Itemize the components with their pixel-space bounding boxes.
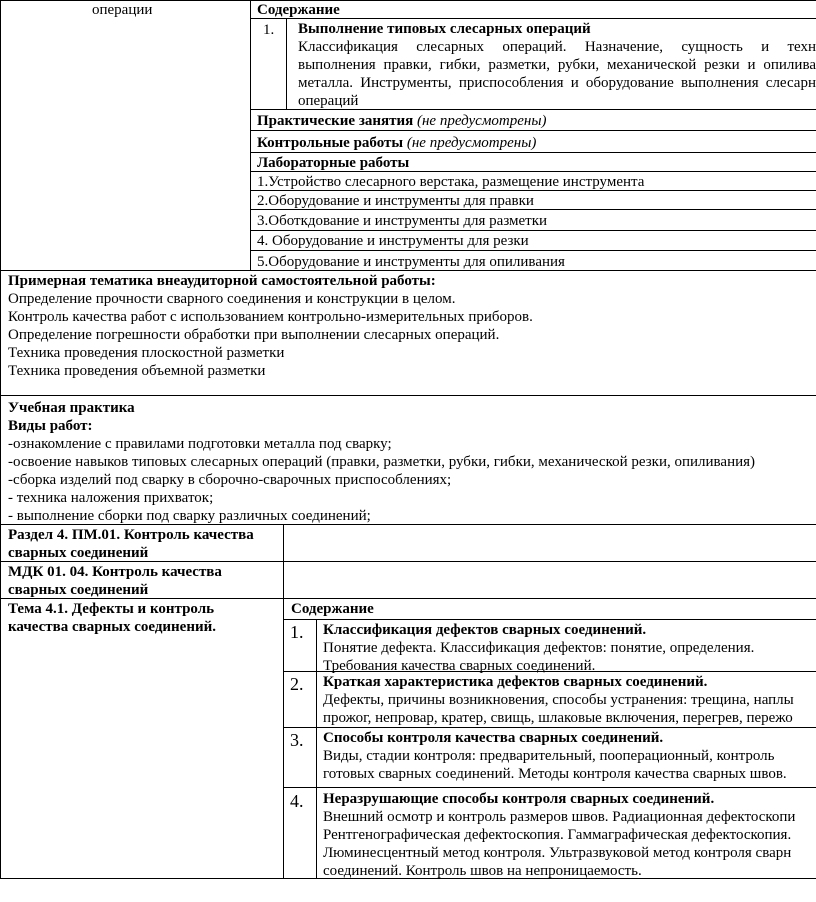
section-item-line: Рентгенографическая дефектоскопия. Гаммаграфическая дефектоскопия.	[323, 827, 792, 843]
practical-label: Практические занятия	[257, 113, 414, 129]
self-work-title: Примерная тематика внеаудиторной самостоятельной работы:	[8, 273, 436, 289]
section-number-divider	[316, 619, 317, 878]
section-content-header: Содержание	[291, 601, 374, 617]
practice-line: -освоение навыков типовых слесарных операций (правки, разметки, рубки, гибки, механической резки, опиливания)	[8, 454, 756, 470]
row-line	[0, 524, 816, 525]
item-description-line: металла. Инструменты, приспособления и оборудование выполнения слесарн	[298, 75, 816, 91]
lab-item: 4. Оборудование и инструменты для резки	[257, 233, 529, 249]
row-line	[284, 727, 816, 728]
section-item-number: 2.	[290, 674, 304, 694]
control-label: Контрольные работы	[257, 135, 404, 151]
control-row	[257, 134, 536, 152]
row-line	[251, 152, 816, 153]
section-item-line: соединений. Контроль швов на непроницаемость.	[323, 863, 642, 879]
lab-item: 3.Оботкдование и инструменты для разметки	[257, 213, 548, 229]
section-item-line: Понятие дефекта. Классификация дефектов: понятие, определения.	[323, 640, 755, 656]
section-item-number: 3.	[290, 730, 304, 750]
section-item-title: Неразрушающие способы контроля сварных соединений.	[323, 791, 715, 807]
self-work-line: Определение прочности сварного соединения и конструкции в целом.	[8, 291, 456, 307]
section-item-line: Требования качества сварных соединений.	[323, 658, 596, 674]
section-item-line: Люминесцентный метод контроля. Ультразвуковой метод контроля сварн	[323, 845, 792, 861]
practice-line: -сборка изделий под сварку в сборочно-сварочных приспособлениях;	[8, 472, 452, 488]
self-work-line: Техника проведения плоскостной разметки	[8, 345, 285, 361]
self-work-line: Техника проведения объемной разметки	[8, 363, 266, 379]
section-item-title: Классификация дефектов сварных соединений.	[323, 622, 647, 638]
control-note: (не предусмотрены)	[406, 135, 537, 151]
self-work-line: Контроль качества работ с использованием контрольно-измерительных приборов.	[8, 309, 533, 325]
section-item-line: прожог, непровар, кратер, свищь, шлаковые включения, перегрев, пережо	[323, 710, 793, 726]
item-description-line: операций	[298, 93, 359, 109]
section-item-number: 4.	[290, 791, 304, 811]
self-work-line: Определение погрешности обработки при выполнении слесарных операций.	[8, 327, 500, 343]
practical-row	[257, 112, 546, 130]
content-header: Содержание	[257, 2, 340, 18]
section-title: сварных соединений	[8, 545, 149, 561]
lab-item: 5.Оборудование и инструменты для опиливания	[257, 254, 565, 270]
practice-line: - техника наложения прихваток;	[8, 490, 214, 506]
topic-title: качества сварных соединений.	[8, 619, 217, 635]
practice-title: Учебная практика	[8, 400, 135, 416]
section-item-line: Виды, стадии контроля: предварительный, пооперационный, контроль	[323, 748, 775, 764]
practical-note: (не предусмотрены)	[416, 113, 547, 129]
practice-subtitle: Виды работ:	[8, 418, 93, 434]
lab-item: 1.Устройство слесарного верстака, размещение инструмента	[257, 174, 645, 190]
item-description-line: выполнения правки, гибки, разметки, рубки, механической резки и опилива	[298, 57, 816, 73]
item-number: 1.	[263, 22, 275, 38]
section-column-divider	[283, 524, 284, 878]
mdk-title: сварных соединений	[8, 582, 149, 598]
row-line	[251, 130, 816, 131]
item-description-line: Классификация слесарных операций. Назначение, сущность и техн	[298, 39, 816, 55]
section-title: Раздел 4. ПМ.01. Контроль качества	[8, 527, 254, 543]
section-item-line: Дефекты, причины возникновения, способы устранения: трещина, наплы	[323, 692, 794, 708]
operations-label: операции	[92, 2, 153, 18]
row-line	[0, 395, 816, 396]
section-item-line: готовых сварных соединений. Методы контроля качества сварных швов.	[323, 766, 787, 782]
row-line	[251, 250, 816, 251]
practice-line: -ознакомление с правилами подготовки металла под сварку;	[8, 436, 392, 452]
row-line	[284, 619, 816, 620]
section-item-number: 1.	[290, 622, 304, 642]
section-item-title: Краткая характеристика дефектов сварных соединений.	[323, 674, 708, 690]
item-title: Выполнение типовых слесарных операций	[298, 21, 591, 37]
page-left-border	[0, 0, 1, 878]
row-line	[251, 230, 816, 231]
section-item-title: Способы контроля качества сварных соединений.	[323, 730, 664, 746]
practice-line: - выполнение сборки под сварку различных соединений;	[8, 508, 371, 524]
section-item-line: Внешний осмотр и контроль размеров швов. Радиационная дефектоскопи	[323, 809, 796, 825]
lab-item: 2.Оборудование и инструменты для правки	[257, 193, 534, 209]
mdk-title: МДК 01. 04. Контроль качества	[8, 564, 222, 580]
lab-header: Лабораторные работы	[257, 155, 410, 171]
topic-title: Тема 4.1. Дефекты и контроль	[8, 601, 215, 617]
row-line	[284, 787, 816, 788]
item-number-divider	[286, 18, 287, 109]
